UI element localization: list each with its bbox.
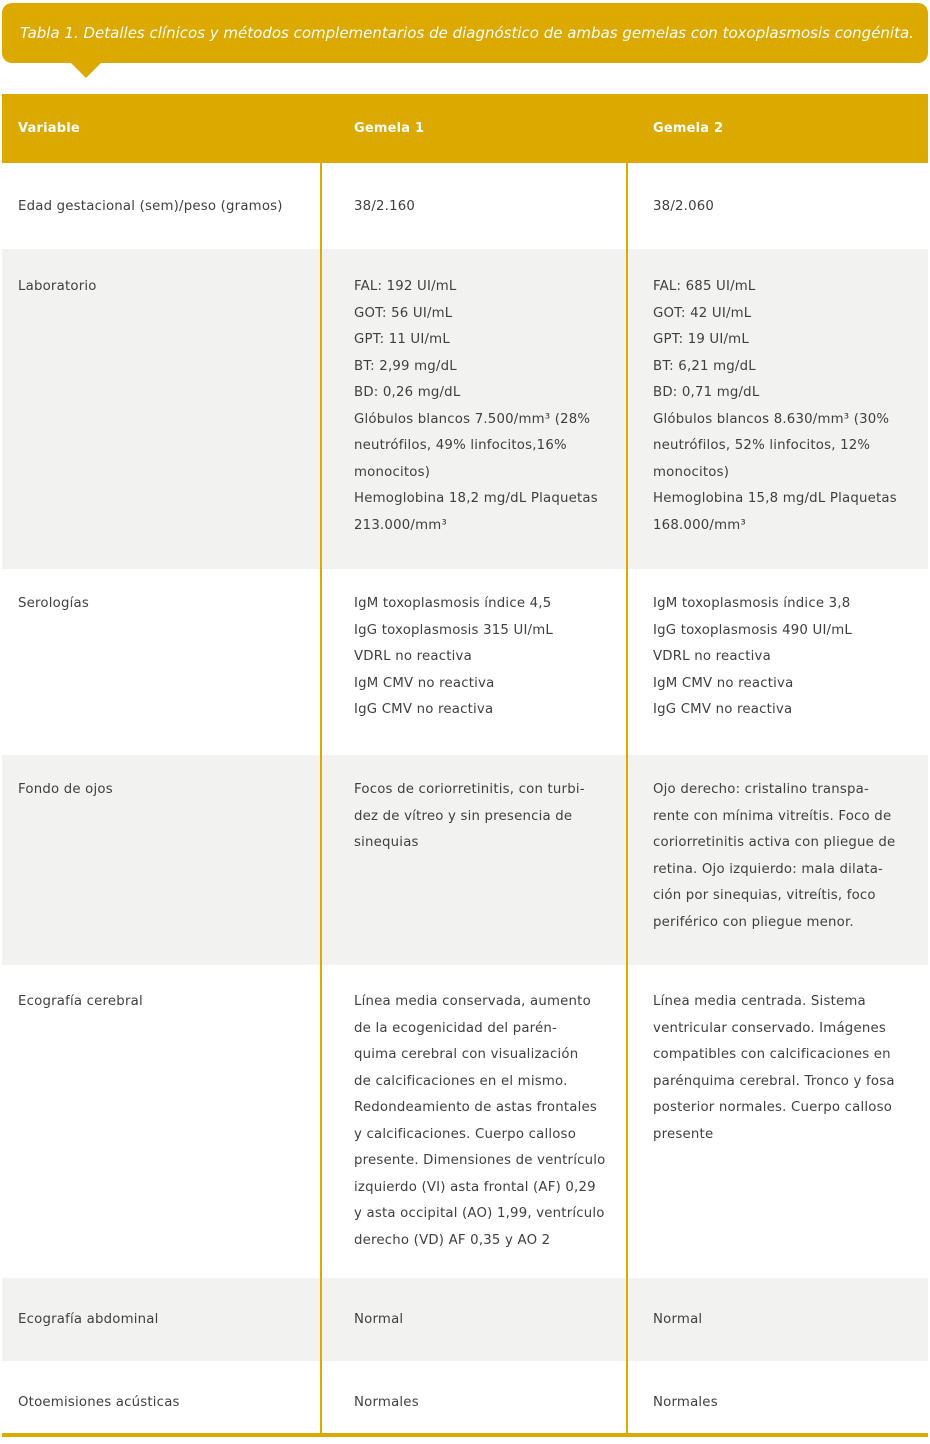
cell-gemela2 <box>653 591 908 724</box>
table-row <box>2 965 928 1278</box>
cell-line: GPT: 19 UI/mL <box>653 332 749 347</box>
cell-line: y asta occipital (AO) 1,99, ventrículo <box>354 1206 605 1221</box>
cell-line: derecho (VD) AF 0,35 y AO 2 <box>354 1232 551 1248</box>
column-divider-1 <box>320 163 322 1435</box>
cell-gemela1 <box>354 1390 609 1417</box>
cell-line: y calcificaciones. Cuerpo calloso <box>354 1126 577 1142</box>
table-row <box>2 163 928 249</box>
cell-line: 38/2.060 <box>653 199 715 214</box>
cell-line: IgG CMV no reactiva <box>354 702 494 717</box>
cell-line: ventricular conservado. Imágenes <box>653 1020 886 1036</box>
cell-line: neutrófilos, 49% linfocitos,16% <box>354 438 567 453</box>
cell-line: IgM toxoplasmosis índice 3,8 <box>653 596 851 611</box>
table-caption <box>2 3 928 63</box>
cell-line: Normal <box>653 1312 703 1327</box>
cell-line: monocitos) <box>354 464 431 480</box>
cell-line: presente. Dimensiones de ventrículo <box>354 1153 606 1168</box>
cell-line: de la ecogenicidad del parén- <box>354 1020 558 1036</box>
table-body <box>2 163 928 1435</box>
column-divider-2 <box>626 163 628 1435</box>
cell-line: posterior normales. Cuerpo calloso <box>653 1100 893 1115</box>
cell-line: 38/2.160 <box>354 199 416 214</box>
cell-line: IgG toxoplasmosis 490 UI/mL <box>653 622 853 638</box>
header-gemela-2: Gemela 2 <box>653 121 724 136</box>
table-row <box>2 1361 928 1435</box>
table-row <box>2 569 928 755</box>
cell-gemela2 <box>653 194 908 221</box>
cell-line: de calcificaciones en el mismo. <box>354 1073 568 1089</box>
cell-line: Hemoglobina 15,8 mg/dL Plaquetas <box>653 491 897 506</box>
cell-gemela2 <box>653 274 908 539</box>
cell-gemela2 <box>653 777 908 936</box>
cell-line: Normales <box>653 1395 718 1410</box>
table-header <box>2 94 928 163</box>
cell-variable: Serologías <box>18 596 89 611</box>
cell-line: rente con mínima vitreítis. Foco de <box>653 808 892 824</box>
cell-line: izquierdo (VI) asta frontal (AF) 0,29 <box>354 1179 596 1195</box>
cell-line: neutrófilos, 52% linfocitos, 12% <box>653 438 871 453</box>
cell-line: Glóbulos blancos 8.630/mm³ (30% <box>653 411 890 427</box>
cell-variable: Fondo de ojos <box>18 782 113 797</box>
cell-gemela1 <box>354 194 609 221</box>
cell-line: IgM CMV no reactiva <box>354 675 495 691</box>
cell-line: Normal <box>354 1312 404 1327</box>
cell-line: IgG CMV no reactiva <box>653 702 793 717</box>
header-gemela-1: Gemela 1 <box>354 121 425 136</box>
cell-line: BD: 0,71 mg/dL <box>653 385 760 400</box>
cell-gemela2 <box>653 1390 908 1417</box>
cell-line: 168.000/mm³ <box>653 517 746 533</box>
cell-gemela1 <box>354 777 609 857</box>
cell-line: BT: 6,21 mg/dL <box>653 358 756 374</box>
cell-line: 213.000/mm³ <box>354 517 447 533</box>
cell-variable: Ecografía cerebral <box>18 994 143 1009</box>
cell-line: Redondeamiento de astas frontales <box>354 1100 598 1115</box>
cell-line: quima cerebral con visualización <box>354 1047 579 1062</box>
cell-line: GOT: 42 UI/mL <box>653 305 752 321</box>
cell-variable: Laboratorio <box>18 279 97 294</box>
cell-line: FAL: 192 UI/mL <box>354 279 457 294</box>
cell-line: Línea media conservada, aumento <box>354 994 591 1009</box>
cell-line: monocitos) <box>653 464 730 480</box>
cell-line: Ojo derecho: cristalino transpa- <box>653 782 869 797</box>
cell-line: retina. Ojo izquierdo: mala dilata- <box>653 861 884 877</box>
cell-line: GOT: 56 UI/mL <box>354 305 453 321</box>
cell-line: Focos de coriorretinitis, con turbi- <box>354 782 585 797</box>
cell-gemela1 <box>354 274 609 539</box>
cell-line: sinequias <box>354 835 419 850</box>
cell-line: IgM toxoplasmosis índice 4,5 <box>354 596 552 611</box>
cell-line: IgM CMV no reactiva <box>653 675 794 691</box>
caption-text: Tabla 1. Detalles clínicos y métodos complementarios de diagnóstico de ambas gemelas con toxoplasmosis congénita. <box>20 24 914 42</box>
cell-line: Glóbulos blancos 7.500/mm³ (28% <box>354 411 591 427</box>
cell-line: parénquima cerebral. Tronco y fosa <box>653 1073 895 1089</box>
table-row <box>2 249 928 569</box>
cell-line: dez de vítreo y sin presencia de <box>354 808 573 824</box>
cell-variable: Edad gestacional (sem)/peso (gramos) <box>18 199 283 214</box>
cell-line: IgG toxoplasmosis 315 UI/mL <box>354 622 554 638</box>
header-variable: Variable <box>18 121 80 136</box>
cell-gemela1 <box>354 989 609 1254</box>
table-bottom-border <box>2 1433 928 1437</box>
cell-line: Normales <box>354 1395 419 1410</box>
cell-gemela1 <box>354 591 609 724</box>
cell-gemela1 <box>354 1307 609 1334</box>
cell-line: VDRL no reactiva <box>354 649 472 664</box>
cell-gemela2 <box>653 1307 908 1334</box>
cell-line: FAL: 685 UI/mL <box>653 279 756 294</box>
data-table <box>2 94 928 1435</box>
cell-line: BD: 0,26 mg/dL <box>354 385 461 400</box>
cell-line: coriorretinitis activa con pliegue de <box>653 835 896 850</box>
cell-line: GPT: 11 UI/mL <box>354 332 450 347</box>
cell-variable: Ecografía abdominal <box>18 1312 159 1327</box>
cell-line: presente <box>653 1126 714 1142</box>
cell-line: periférico con pliegue menor. <box>653 914 854 930</box>
cell-line: VDRL no reactiva <box>653 649 771 664</box>
cell-line: Línea media centrada. Sistema <box>653 994 866 1009</box>
cell-line: ción por sinequias, vitreítis, foco <box>653 888 876 903</box>
cell-line: compatibles con calcificaciones en <box>653 1047 891 1062</box>
cell-gemela2 <box>653 989 908 1148</box>
cell-variable: Otoemisiones acústicas <box>18 1395 180 1410</box>
cell-line: BT: 2,99 mg/dL <box>354 358 457 374</box>
caption-pointer <box>70 62 102 78</box>
cell-line: Hemoglobina 18,2 mg/dL Plaquetas <box>354 491 598 506</box>
table-row <box>2 1278 928 1361</box>
table-row <box>2 755 928 965</box>
